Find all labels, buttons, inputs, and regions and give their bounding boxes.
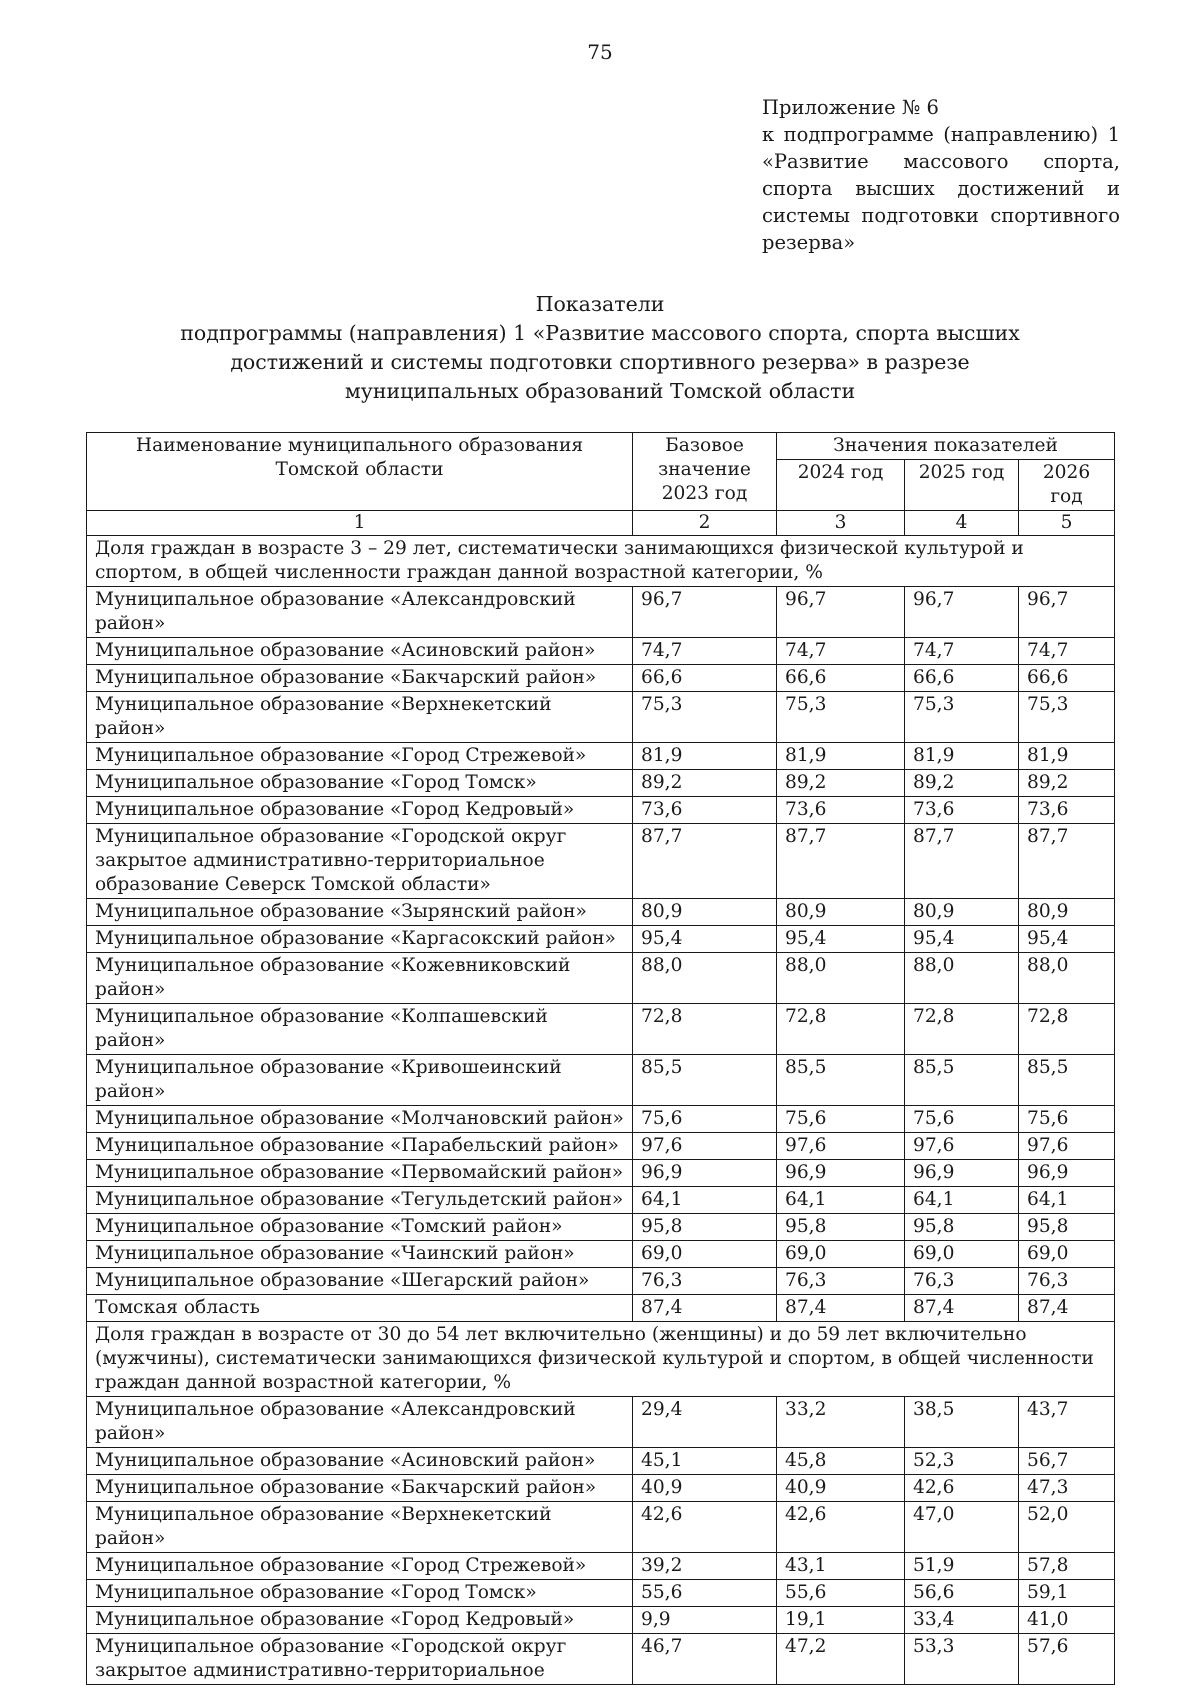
value-2026: 72,8 xyxy=(1019,1004,1115,1055)
table-row xyxy=(87,1268,1115,1295)
municipality-name: Муниципальное образование «Тегульдетский район» xyxy=(87,1187,633,1214)
base-value-2023: 45,1 xyxy=(633,1448,777,1475)
value-2024: 75,6 xyxy=(777,1106,905,1133)
document-title xyxy=(160,290,1040,406)
value-2026: 76,3 xyxy=(1019,1268,1115,1295)
title-line-4: муниципальных образований Томской области xyxy=(344,379,856,403)
value-2024: 87,4 xyxy=(777,1295,905,1322)
municipality-name: Муниципальное образование «Колпашевский район» xyxy=(87,1004,633,1055)
base-value-2023: 73,6 xyxy=(633,797,777,824)
value-2024: 89,2 xyxy=(777,770,905,797)
value-2024: 19,1 xyxy=(777,1607,905,1634)
value-2026: 88,0 xyxy=(1019,953,1115,1004)
column-number: 3 xyxy=(777,511,905,536)
value-2024: 80,9 xyxy=(777,899,905,926)
value-2024: 47,2 xyxy=(777,1634,905,1685)
table-row xyxy=(87,1106,1115,1133)
value-2024: 88,0 xyxy=(777,953,905,1004)
value-2024: 85,5 xyxy=(777,1055,905,1106)
indicators-table xyxy=(86,432,1115,1685)
value-2024: 66,6 xyxy=(777,665,905,692)
base-value-2023: 81,9 xyxy=(633,743,777,770)
municipality-name: Муниципальное образование «Асиновский район» xyxy=(87,1448,633,1475)
table-row xyxy=(87,1397,1115,1448)
appendix-title: Приложение № 6 xyxy=(762,96,939,119)
municipality-name: Муниципальное образование «Чаинский район» xyxy=(87,1241,633,1268)
table-row xyxy=(87,743,1115,770)
column-number: 1 xyxy=(87,511,633,536)
value-2025: 75,3 xyxy=(905,692,1019,743)
value-2025: 76,3 xyxy=(905,1268,1019,1295)
value-2026: 52,0 xyxy=(1019,1502,1115,1553)
value-2026: 89,2 xyxy=(1019,770,1115,797)
value-2026: 59,1 xyxy=(1019,1580,1115,1607)
value-2025: 56,6 xyxy=(905,1580,1019,1607)
value-2026: 57,6 xyxy=(1019,1634,1115,1685)
municipality-name: Муниципальное образование «Город Стрежевой» xyxy=(87,743,633,770)
table-body xyxy=(87,536,1115,1685)
base-value-2023: 64,1 xyxy=(633,1187,777,1214)
municipality-name: Муниципальное образование «Асиновский район» xyxy=(87,638,633,665)
value-2025: 66,6 xyxy=(905,665,1019,692)
header-base-value: Базовое значение 2023 год xyxy=(633,433,777,511)
table-row xyxy=(87,1214,1115,1241)
base-value-2023: 46,7 xyxy=(633,1634,777,1685)
municipality-name: Муниципальное образование «Верхнекетский район» xyxy=(87,692,633,743)
value-2026: 66,6 xyxy=(1019,665,1115,692)
value-2026: 95,4 xyxy=(1019,926,1115,953)
value-2025: 73,6 xyxy=(905,797,1019,824)
value-2024: 43,1 xyxy=(777,1553,905,1580)
header-year-2025: 2025 год xyxy=(905,460,1019,511)
column-number: 2 xyxy=(633,511,777,536)
value-2024: 33,2 xyxy=(777,1397,905,1448)
base-value-2023: 42,6 xyxy=(633,1502,777,1553)
table-row xyxy=(87,1448,1115,1475)
table-row xyxy=(87,1580,1115,1607)
base-value-2023: 95,8 xyxy=(633,1214,777,1241)
base-value-2023: 85,5 xyxy=(633,1055,777,1106)
municipality-name: Муниципальное образование «Городской округ закрытое административно-территориальное xyxy=(87,1634,633,1685)
base-value-2023: 96,9 xyxy=(633,1160,777,1187)
header-row-1 xyxy=(87,433,1115,460)
header-year-2024: 2024 год xyxy=(777,460,905,511)
value-2024: 95,4 xyxy=(777,926,905,953)
municipality-name: Муниципальное образование «Город Томск» xyxy=(87,770,633,797)
table-row xyxy=(87,1553,1115,1580)
municipality-name: Муниципальное образование «Первомайский район» xyxy=(87,1160,633,1187)
table-row xyxy=(87,1634,1115,1685)
value-2024: 87,7 xyxy=(777,824,905,899)
base-value-2023: 69,0 xyxy=(633,1241,777,1268)
title-line-2: подпрограммы (направления) 1 «Развитие массового спорта, спорта высших xyxy=(180,321,1020,345)
table-row xyxy=(87,1502,1115,1553)
municipality-name: Муниципальное образование «Бакчарский район» xyxy=(87,665,633,692)
table-row xyxy=(87,665,1115,692)
value-2025: 51,9 xyxy=(905,1553,1019,1580)
base-value-2023: 75,6 xyxy=(633,1106,777,1133)
table-row xyxy=(87,1133,1115,1160)
column-number-row xyxy=(87,511,1115,536)
column-number: 5 xyxy=(1019,511,1115,536)
base-value-2023: 96,7 xyxy=(633,587,777,638)
base-value-2023: 89,2 xyxy=(633,770,777,797)
base-value-2023: 40,9 xyxy=(633,1475,777,1502)
base-value-2023: 87,4 xyxy=(633,1295,777,1322)
municipality-name: Муниципальное образование «Томский район» xyxy=(87,1214,633,1241)
table-row xyxy=(87,824,1115,899)
value-2026: 87,7 xyxy=(1019,824,1115,899)
table-row xyxy=(87,953,1115,1004)
base-value-2023: 80,9 xyxy=(633,899,777,926)
value-2026: 43,7 xyxy=(1019,1397,1115,1448)
appendix-body: к подпрограмме (направлению) 1 «Развитие массового спорта, спорта высших достижений и системы подготовки спортивного резерва» xyxy=(762,123,1120,254)
table-row xyxy=(87,1187,1115,1214)
municipality-name: Муниципальное образование «Город Кедровый» xyxy=(87,1607,633,1634)
base-value-2023: 66,6 xyxy=(633,665,777,692)
value-2025: 87,4 xyxy=(905,1295,1019,1322)
base-value-2023: 87,7 xyxy=(633,824,777,899)
value-2025: 89,2 xyxy=(905,770,1019,797)
municipality-name: Муниципальное образование «Бакчарский район» xyxy=(87,1475,633,1502)
municipality-name: Муниципальное образование «Городской округ закрытое административно-территориальное образование Северск Томской области» xyxy=(87,824,633,899)
base-value-2023: 75,3 xyxy=(633,692,777,743)
municipality-name: Томская область xyxy=(87,1295,633,1322)
table-row xyxy=(87,926,1115,953)
header-name: Наименование муниципального образования Томской области xyxy=(87,433,633,511)
value-2025: 38,5 xyxy=(905,1397,1019,1448)
table-row xyxy=(87,692,1115,743)
municipality-name: Муниципальное образование «Каргасокский район» xyxy=(87,926,633,953)
value-2026: 87,4 xyxy=(1019,1295,1115,1322)
value-2024: 72,8 xyxy=(777,1004,905,1055)
value-2025: 64,1 xyxy=(905,1187,1019,1214)
municipality-name: Муниципальное образование «Кривошеинский район» xyxy=(87,1055,633,1106)
municipality-name: Муниципальное образование «Александровский район» xyxy=(87,1397,633,1448)
base-value-2023: 39,2 xyxy=(633,1553,777,1580)
value-2024: 40,9 xyxy=(777,1475,905,1502)
base-value-2023: 76,3 xyxy=(633,1268,777,1295)
base-value-2023: 29,4 xyxy=(633,1397,777,1448)
value-2024: 55,6 xyxy=(777,1580,905,1607)
value-2026: 41,0 xyxy=(1019,1607,1115,1634)
value-2026: 57,8 xyxy=(1019,1553,1115,1580)
value-2025: 53,3 xyxy=(905,1634,1019,1685)
value-2026: 47,3 xyxy=(1019,1475,1115,1502)
value-2026: 74,7 xyxy=(1019,638,1115,665)
table-row xyxy=(87,1295,1115,1322)
section-header-row xyxy=(87,1322,1115,1397)
base-value-2023: 55,6 xyxy=(633,1580,777,1607)
value-2025: 42,6 xyxy=(905,1475,1019,1502)
value-2026: 64,1 xyxy=(1019,1187,1115,1214)
value-2025: 97,6 xyxy=(905,1133,1019,1160)
value-2025: 75,6 xyxy=(905,1106,1019,1133)
value-2024: 76,3 xyxy=(777,1268,905,1295)
value-2026: 81,9 xyxy=(1019,743,1115,770)
base-value-2023: 97,6 xyxy=(633,1133,777,1160)
section-title: Доля граждан в возрасте от 30 до 54 лет включительно (женщины) и до 59 лет включительно (мужчины), систематически занимающихся физической культурой и спортом, в общей численности граждан данной возрастной категории, % xyxy=(87,1322,1115,1397)
value-2024: 96,9 xyxy=(777,1160,905,1187)
table-row xyxy=(87,770,1115,797)
value-2024: 64,1 xyxy=(777,1187,905,1214)
municipality-name: Муниципальное образование «Шегарский район» xyxy=(87,1268,633,1295)
value-2026: 96,9 xyxy=(1019,1160,1115,1187)
table-row xyxy=(87,797,1115,824)
value-2025: 80,9 xyxy=(905,899,1019,926)
municipality-name: Муниципальное образование «Город Стрежевой» xyxy=(87,1553,633,1580)
header-values-group: Значения показателей xyxy=(777,433,1115,460)
value-2026: 80,9 xyxy=(1019,899,1115,926)
table-row xyxy=(87,899,1115,926)
value-2026: 75,6 xyxy=(1019,1106,1115,1133)
base-value-2023: 95,4 xyxy=(633,926,777,953)
value-2025: 95,8 xyxy=(905,1214,1019,1241)
value-2025: 85,5 xyxy=(905,1055,1019,1106)
value-2026: 85,5 xyxy=(1019,1055,1115,1106)
value-2026: 75,3 xyxy=(1019,692,1115,743)
page-number: 75 xyxy=(587,40,613,64)
municipality-name: Муниципальное образование «Александровский район» xyxy=(87,587,633,638)
value-2025: 72,8 xyxy=(905,1004,1019,1055)
title-line-3: достижений и системы подготовки спортивного резерва» в разрезе xyxy=(230,350,970,374)
base-value-2023: 88,0 xyxy=(633,953,777,1004)
value-2024: 73,6 xyxy=(777,797,905,824)
base-value-2023: 72,8 xyxy=(633,1004,777,1055)
value-2026: 97,6 xyxy=(1019,1133,1115,1160)
value-2026: 95,8 xyxy=(1019,1214,1115,1241)
value-2025: 96,7 xyxy=(905,587,1019,638)
value-2025: 96,9 xyxy=(905,1160,1019,1187)
municipality-name: Муниципальное образование «Верхнекетский район» xyxy=(87,1502,633,1553)
municipality-name: Муниципальное образование «Молчановский район» xyxy=(87,1106,633,1133)
appendix-block xyxy=(762,94,1120,256)
header-year-2026: 2026 год xyxy=(1019,460,1115,511)
value-2024: 96,7 xyxy=(777,587,905,638)
value-2026: 69,0 xyxy=(1019,1241,1115,1268)
value-2025: 52,3 xyxy=(905,1448,1019,1475)
base-value-2023: 74,7 xyxy=(633,638,777,665)
municipality-name: Муниципальное образование «Кожевниковский район» xyxy=(87,953,633,1004)
value-2024: 42,6 xyxy=(777,1502,905,1553)
value-2024: 75,3 xyxy=(777,692,905,743)
municipality-name: Муниципальное образование «Город Томск» xyxy=(87,1580,633,1607)
value-2024: 69,0 xyxy=(777,1241,905,1268)
value-2025: 88,0 xyxy=(905,953,1019,1004)
column-number: 4 xyxy=(905,511,1019,536)
table-row xyxy=(87,1475,1115,1502)
value-2025: 95,4 xyxy=(905,926,1019,953)
table-row xyxy=(87,1004,1115,1055)
section-title: Доля граждан в возрасте 3 – 29 лет, систематически занимающихся физической культурой и спортом, в общей численности граждан данной возрастной категории, % xyxy=(87,536,1115,587)
value-2024: 45,8 xyxy=(777,1448,905,1475)
municipality-name: Муниципальное образование «Зырянский район» xyxy=(87,899,633,926)
table-row xyxy=(87,1607,1115,1634)
value-2024: 95,8 xyxy=(777,1214,905,1241)
table-row xyxy=(87,1241,1115,1268)
value-2026: 73,6 xyxy=(1019,797,1115,824)
table-row xyxy=(87,1055,1115,1106)
value-2025: 33,4 xyxy=(905,1607,1019,1634)
value-2026: 96,7 xyxy=(1019,587,1115,638)
municipality-name: Муниципальное образование «Город Кедровый» xyxy=(87,797,633,824)
base-value-2023: 9,9 xyxy=(633,1607,777,1634)
value-2025: 47,0 xyxy=(905,1502,1019,1553)
value-2026: 56,7 xyxy=(1019,1448,1115,1475)
value-2025: 81,9 xyxy=(905,743,1019,770)
table-row xyxy=(87,1160,1115,1187)
value-2025: 74,7 xyxy=(905,638,1019,665)
table-row xyxy=(87,638,1115,665)
value-2024: 97,6 xyxy=(777,1133,905,1160)
title-line-1: Показатели xyxy=(535,292,665,316)
value-2024: 81,9 xyxy=(777,743,905,770)
municipality-name: Муниципальное образование «Парабельский район» xyxy=(87,1133,633,1160)
value-2024: 74,7 xyxy=(777,638,905,665)
value-2025: 87,7 xyxy=(905,824,1019,899)
section-header-row xyxy=(87,536,1115,587)
table-row xyxy=(87,587,1115,638)
value-2025: 69,0 xyxy=(905,1241,1019,1268)
